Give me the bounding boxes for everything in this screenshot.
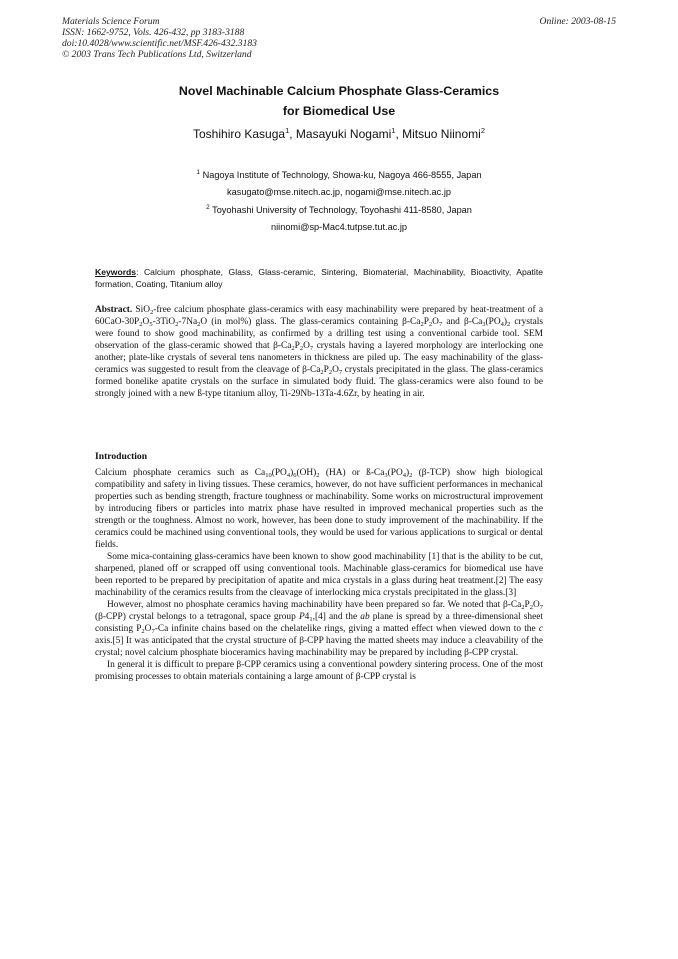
intro-italic: P xyxy=(298,612,305,622)
author-name: Mitsuo Niinomi xyxy=(402,127,481,141)
abstract-text: P xyxy=(423,317,429,327)
subscript: 2 xyxy=(299,345,304,352)
affiliation-marker: 2 xyxy=(480,126,485,135)
intro-paragraph-1 xyxy=(95,467,543,551)
intro-text: ,[4] and the xyxy=(312,612,361,622)
intro-paragraph-4: In general it is difficult to prepare β-CPP ceramics using a conventional powdery sintering process. One of the most promising processes to obtain materials containing a large amount of β-CPP crystal is xyxy=(95,660,543,682)
intro-text: ) xyxy=(405,468,410,478)
author-separator: , xyxy=(395,127,403,141)
affiliation-number: 2 xyxy=(206,204,210,211)
subscript: 7 xyxy=(151,628,155,635)
subscript: 2 xyxy=(139,321,143,328)
abstract-text: O xyxy=(332,365,339,375)
intro-text: -Ca infinite chains based on the chelatelike rings, giving a matted effect when viewed down to the xyxy=(154,624,539,634)
subscript: 2 xyxy=(428,321,433,328)
abstract-text: O xyxy=(303,341,310,351)
paper-title-line-1: Novel Machinable Calcium Phosphate Glass-Ceramics xyxy=(178,84,500,98)
keywords-text: : Calcium phosphate, Glass, Glass-ceramic, Sintering, Biomaterial, Machinability, Bioactivity, Apatite formation, Coating, Titanium alloy xyxy=(95,267,543,289)
affiliation-text: Nagoya Institute of Technology, Showa-ku, Nagoya 466-8555, Japan xyxy=(200,170,482,180)
subscript: 7 xyxy=(438,321,443,328)
copyright-line: © 2003 Trans Tech Publications Ltd, Switzerland xyxy=(62,49,252,60)
journal-header xyxy=(62,16,257,60)
abstract-text: O xyxy=(432,317,439,327)
online-date: Online: 2003-08-15 xyxy=(539,16,616,27)
affiliation-1-email[interactable]: kasugato@mse.nitech.ac.jp, nogami@mse.nitech.ac.jp xyxy=(227,187,451,197)
subscript: 2 xyxy=(507,321,511,328)
introduction-body xyxy=(95,467,543,683)
affiliation-text: Toyohashi University of Technology, Toyohashi 411-8580, Japan xyxy=(209,205,472,215)
subscript: 2 xyxy=(175,321,179,328)
author-name: Masayuki Nogami xyxy=(295,127,392,141)
intro-text: O xyxy=(144,624,152,634)
abstract-text: crystals precipitated in the glass. The glass-ceramics formed bonelike apatite crystals on the surface in simulated body fluid. The glass-ceramics were also found to be strongly joined with a new ß-type titanium alloy, Ti-29Nb-13Ta-4.6Zr, by heating in air. xyxy=(95,365,543,399)
intro-text: 4 xyxy=(304,612,310,622)
subscript: 2 xyxy=(320,369,324,376)
intro-text: (β-CPP) crystal belongs to a tetragonal, space group xyxy=(95,612,299,622)
intro-text: (HA) or ß-Ca xyxy=(319,468,385,478)
intro-text: (OH) xyxy=(296,468,317,478)
abstract-text: O (in mol%) glass. The glass-ceramics containing β-Ca xyxy=(200,317,421,327)
intro-paragraph-2: Some mica-containing glass-ceramics have been known to show good machinability [1] that is the ability to be cut, sharpened, planed off or scrapped off using conventional tools. Machinable glass-ceramics for biomedical use have been reported to be prepared by precipitation of apatite and mica crystals in a glass during heat treatment.[2] The easy machinability of the ceramics results from the cleavage of interlocking mica crystals precipitated in the glass.[3] xyxy=(95,552,543,598)
subscript: 2 xyxy=(420,321,424,328)
subscript: 2 xyxy=(328,369,333,376)
author-list xyxy=(90,126,588,142)
intro-text: Calcium phosphate ceramics such as Ca xyxy=(95,468,266,478)
section-heading-introduction: Introduction xyxy=(95,451,148,462)
affiliation-1 xyxy=(90,170,588,181)
subscript: 6 xyxy=(293,472,297,479)
abstract-text: -free calcium phosphate glass-ceramics with easy machinability were prepared by heat-treatment of a 60CaO-30P xyxy=(95,305,543,327)
subscript: 7 xyxy=(309,345,314,352)
intro-text: (PO xyxy=(271,468,287,478)
keywords-label: Keywords xyxy=(95,267,137,277)
abstract-text: -3TiO xyxy=(152,317,176,327)
intro-text: (PO xyxy=(387,468,403,478)
affiliation-2 xyxy=(90,205,588,216)
intro-text: plane is spread by a three-dimensional sheet consisting P xyxy=(95,612,543,634)
issn-line: ISSN: 1662-9752, Vols. 426-432, pp 3183-3188 xyxy=(62,27,245,38)
intro-text: P xyxy=(524,600,530,610)
abstract-paragraph xyxy=(95,304,543,400)
abstract-text: crystals were found to show good machinability, as confirmed by a drilling test using a conventional carbide tool. SEM observation of the glass-ceramic showed that β-Ca xyxy=(95,317,544,351)
subscript: 2 xyxy=(149,309,154,316)
affiliation-2-email[interactable]: niinomi@sp-Mac4.tutpse.tut.ac.jp xyxy=(271,222,407,232)
abstract-text: -7Na xyxy=(178,317,198,327)
abstract-text: P xyxy=(294,341,300,351)
affiliation-marker: 1 xyxy=(391,126,396,135)
journal-name: Materials Science Forum xyxy=(62,16,160,27)
subscript: 3 xyxy=(482,321,486,328)
abstract-label: Abstract. xyxy=(95,305,133,315)
doi-line[interactable]: doi:10.4028/www.scientific.net/MSF.426-432.3183 xyxy=(62,38,257,49)
subscript: 2 xyxy=(316,472,320,479)
intro-text: O xyxy=(532,600,540,610)
subscript: 4 xyxy=(286,472,291,479)
subscript: 7 xyxy=(338,369,343,376)
subscript: 7 xyxy=(539,604,543,611)
intro-italic: c xyxy=(538,624,543,634)
subscript: 1 xyxy=(309,616,313,623)
subscript: 2 xyxy=(409,472,413,479)
subscript: 2 xyxy=(529,604,533,611)
author-name: Toshihiro Kasuga xyxy=(193,127,286,141)
abstract-text: and β-Ca xyxy=(442,317,483,327)
paper-title-line-2: for Biomedical Use xyxy=(282,104,396,118)
subscript: 10 xyxy=(265,472,272,479)
intro-text: However, almost no phosphate ceramics having machinability have been prepared so far. We noted that β-Ca xyxy=(107,600,522,610)
abstract-text: crystals having a layered morphology are interlocking one another; plate-like crystals of several tens nanometers in thickness are piled up. The easy machinability of the glass-ceramics was suggested to result from the cleavage of β-Ca xyxy=(95,341,544,375)
intro-text: axis.[5] It was anticipated that the crystal structure of β-CPP having the matted sheets may induce a cleavability of the crystal; novel calcium phosphate bioceramics having machinability may be prepared by including β-CPP crystal. xyxy=(95,636,543,658)
abstract-text: (PO xyxy=(485,317,501,327)
abstract-text: P xyxy=(323,365,329,375)
subscript: 2 xyxy=(141,628,145,635)
intro-text: ) xyxy=(290,468,294,478)
subscript: 2 xyxy=(197,321,201,328)
intro-text: (β-TCP) show high biological compatibility and safety in living tissues. These ceramics, however, do not have sufficient performances in mechanical properties such as bending strength, fracture toughness or machinability. Some works on microstructural improvement by introducing fibers or particles into matrix phase have resulted in improved mechanical properties such as the strength or the toughness. Almost no work, however, has been done to study improvement of the machinability. If the ceramics could be machined using conventional tools, they would be used for various applications to surgical or dental fields. xyxy=(95,468,543,550)
affiliation-number: 1 xyxy=(196,169,201,176)
subscript: 2 xyxy=(291,345,295,352)
subscript: 5 xyxy=(149,321,153,328)
subscript: 2 xyxy=(521,604,525,611)
abstract-text: SiO xyxy=(132,305,150,315)
affiliation-marker: 1 xyxy=(285,126,290,135)
subscript: 4 xyxy=(500,321,504,328)
keywords-block xyxy=(95,266,543,290)
subscript: 4 xyxy=(402,472,406,479)
intro-italic: ab xyxy=(360,612,370,622)
subscript: 3 xyxy=(384,472,388,479)
author-separator: , xyxy=(289,127,296,141)
intro-paragraph-3 xyxy=(95,599,543,659)
abstract-text: ) xyxy=(503,317,508,327)
abstract-text: O xyxy=(142,317,150,327)
